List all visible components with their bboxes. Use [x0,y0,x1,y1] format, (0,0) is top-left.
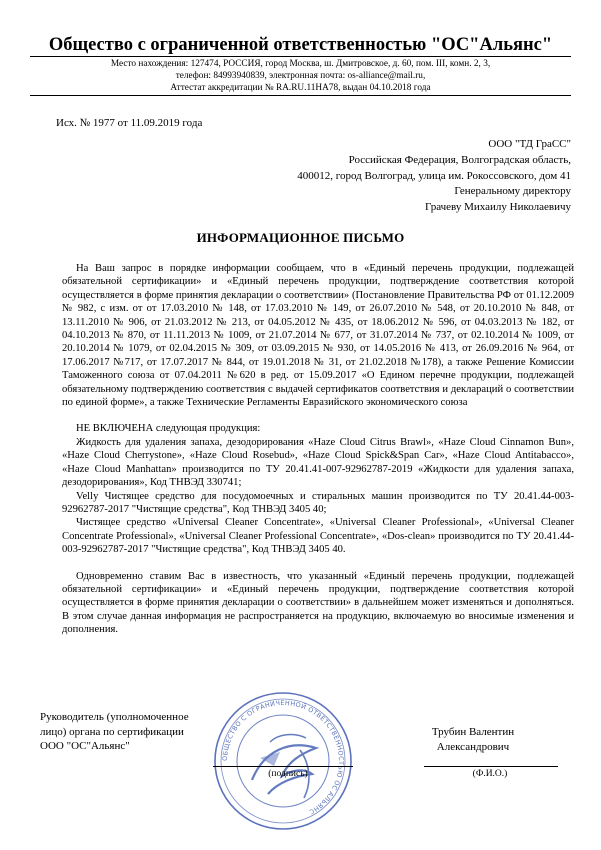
header-contact-line: телефон: 84993940839, электронная почта: os-alliance@mail.ru, [175,71,426,81]
signatory-name-line-2: Александрович [436,740,510,753]
signatory-title [40,710,189,754]
notice-paragraph: Одновременно ставим Вас в известность, что указанный «Единый перечень продукции, подлежащей обязательной сертификации» и «Единый перечень продукции, подтверждение соответствия которой осуществляется в форме принятия декларации о соответствии» в дальнейшем может изменяться и дополняться. В этом случае данная информация не распространяется на продукцию, включаемую во вносимые изменения и дополнения. [62,570,574,636]
product-item-3: Чистящее средство «Universal Cleaner Concentrate», «Universal Cleaner Professional», «Universal Cleaner Concentrate Professional», «Universal Cleaner Professional Concentrate», «Dos-clean» производится по ТУ 20.41.44-003-92962787-2017 "Чистящие средства", Код ТНВЭД 3405 40. [62,517,574,556]
letter-body [62,262,574,637]
signature-caption: (подпись) [268,769,308,779]
header-accreditation-line: Аттестат аккредитации № RA.RU.11HA78, выдан 04.10.2018 года [170,83,431,93]
header-divider-bottom [30,95,571,96]
product-item-1: Жидкость для удаления запаха, дезодорирования «Haze Cloud Citrus Brawl», «Haze Cloud Cinnamon Bun», «Haze Cloud Cherrystone», «Haze Cloud Rosebud», «Haze Cloud Spick&Span Car», «Haze Cloud Antitabacco», «Haze Cloud Manhattan» производится по ТУ 20.41.41-007-92962787-2019 «Жидкости для удаления запаха, дезодорирования», Код ТНВЭД 330741; [62,436,574,489]
signatory-title-line-2: лицо) органа по сертификации [40,725,184,738]
document-title: ИНФОРМАЦИОННОЕ ПИСЬМО [196,230,405,245]
paragraph-spacer [62,557,574,570]
signatory-title-line-1: Руководитель (уполномоченное [40,711,189,723]
signatory-name-line-1: Трубин Валентин [431,726,515,738]
name-line [424,766,558,767]
intro-paragraph: На Ваш запрос в порядке информации сообщаем, что в «Единый перечень продукции, подлежащей обязательной сертификации» и «Единый перечень продукции, подтверждение соответствия которой осуществляется в форме принятия декларации о соответствии» (Постановление Правительства РФ от 01.12.2009 № 982, с изм. от от 17.03.2010 № 148, от 17.03.2010 № 149, от 26.07.2010 № 548, от 20.10.2010 № 848, от 13.11.2010 № 906, от 21.03.2012 № 213, от 04.05.2012 № 435, от 18.06.2012 № 596, от 04.03.2013 № 182, от 04.10.2013 № 870, от 11.11.2013 № 1009, от 21.07.2014 № 677, от 31.07.2014 № 737, от 02.10.2014 № 1009, от 20.10.2014 № 1079, от 02.04.2015 № 309, от 03.09.2015 № 930, от 14.05.2016 № 413, от 26.09.2016 № 964, от 17.06.2017 №717, от 17.07.2017 № 844, от 19.01.2018 № 31, от 21.02.2018 №178), а также Решение Комиссии Таможенного союза от 07.04.2011 №620 в ред. от 15.09.2017 «О Едином перечне продукции, подлежащей обязательному подтверждению соответствия с выдачей сертификатов соответствия и деклараций о соответствии по единой форме», а также Технические Регламенты Евразийского экономического союза [62,263,574,409]
signatory-name [408,725,538,754]
recipient-company: ООО "ТД ГраСС" [488,138,571,150]
seal-ring-text: ОБЩЕСТВО С ОГРАНИЧЕННОЙ ОТВЕТСТВЕННОСТЬЮ ОС АЛЬЯНС [220,698,346,817]
round-seal-stamp [212,690,354,832]
outgoing-reference: Исх. № 1977 от 11.09.2019 года [56,117,203,129]
signature-line [213,766,353,767]
recipient-block [297,137,571,216]
header-address-line: Место нахождения: 127474, РОССИЯ, город Москва, ш. Дмитровское, д. 60, пом. III, комн. 2, 3, [110,59,491,69]
name-caption: (Ф.И.О.) [472,769,508,779]
organization-name: Общество с ограниченной ответственностью "ОС"Альянс" [48,35,553,55]
recipient-street: 400012, город Волгоград, улица им. Рокоссовского, дом 41 [297,169,571,182]
not-included-heading: НЕ ВКЛЮЧЕНА следующая продукция: [76,423,261,435]
signatory-title-line-3: ООО "ОС"Альянс" [40,740,130,752]
product-item-2: Velly Чистящее средство для посудомоечных и стиральных машин производится по ТУ 20.41.44-003-92962787-2017 "Чистящие средства", Код ТНВЭД 3405 40; [62,490,574,515]
recipient-region: Российская Федерация, Волгоградская область, [348,153,571,166]
recipient-position: Генеральному директору [454,185,571,198]
header-divider-top [30,56,571,57]
recipient-person: Грачеву Михаилу Николаевичу [425,201,571,214]
paragraph-spacer [62,409,574,422]
